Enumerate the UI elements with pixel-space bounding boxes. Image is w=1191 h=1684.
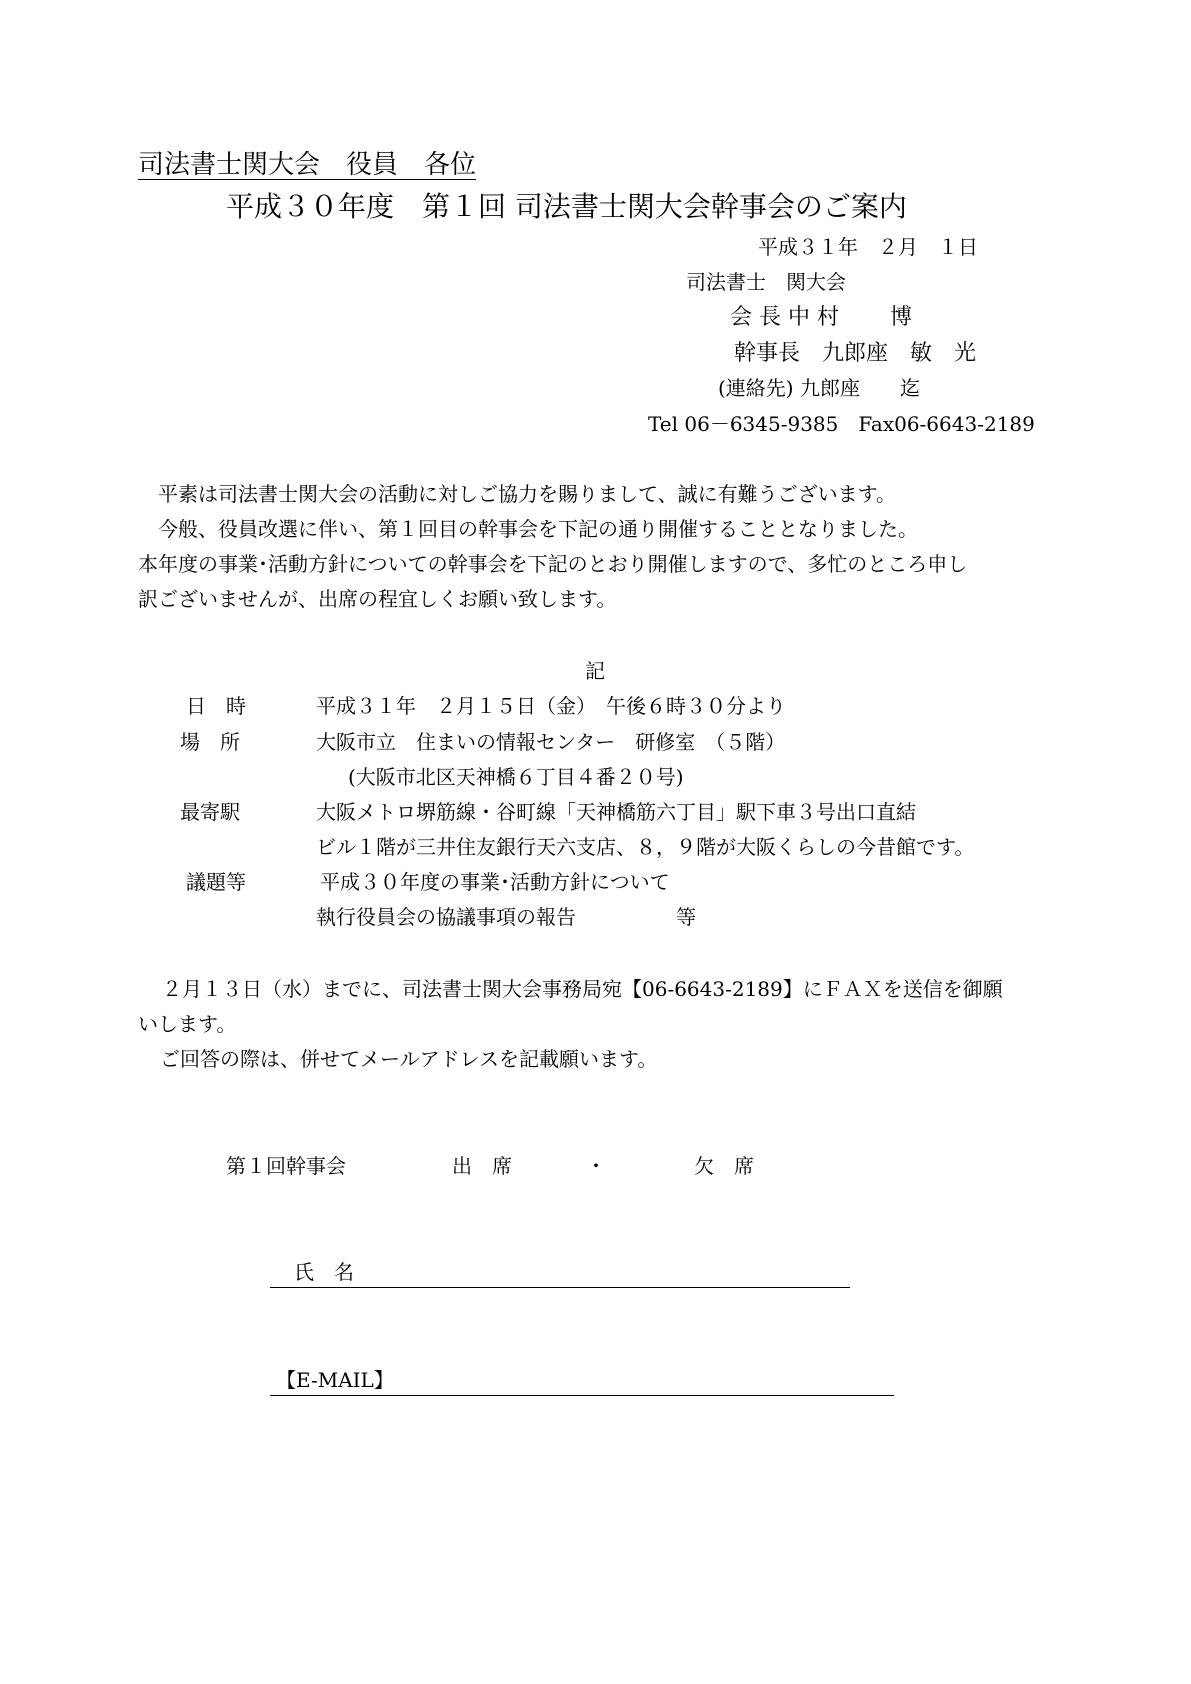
attend-option[interactable]: 出 席	[452, 1154, 512, 1178]
ki-heading: 記	[585, 659, 605, 683]
agenda-item-2: 執行役員会の協議事項の報告 等	[316, 905, 696, 929]
addressee: 司法書士関大会 役員 各位	[138, 150, 477, 180]
reply-line-3: ご回答の際は、併せてメールアドレスを記載願います。	[160, 1047, 658, 1071]
issue-date: 平成３１年 ２月 １日	[758, 235, 978, 259]
president-name: 会 長 中 村 博	[730, 305, 912, 330]
agenda-item-1: 平成３０年度の事業･活動方針について	[320, 870, 670, 894]
place-label: 場 所	[180, 730, 240, 754]
station-value: 大阪メトロ堺筋線・谷町線「天神橋筋六丁目」駅下車３号出口直結	[316, 800, 916, 824]
station-note: ビル１階が三井住友銀行天六支店、８，９階が大阪くらしの今昔館です。	[316, 835, 975, 859]
phone-fax: Tel 06－6345-9385 Fax06-6643-2189	[648, 412, 1035, 436]
option-separator: ・	[586, 1154, 606, 1178]
place-address: (大阪市北区天神橋６丁目４番２０号)	[348, 765, 684, 789]
intro-line-4: 訳ございませんが、出席の程宜しくお願い致します。	[138, 587, 617, 611]
organization-name: 司法書士 関大会	[686, 270, 846, 294]
document-title: 平成３０年度 第１回 司法書士関大会幹事会のご案内	[226, 190, 907, 223]
datetime-label: 日 時	[186, 694, 246, 718]
secretary-name: 幹事長 九郎座 敏 光	[734, 341, 977, 366]
intro-line-2: 今般、役員改選に伴い、第１回目の幹事会を下記の通り開催することとなりました。	[158, 517, 918, 541]
name-entry-line[interactable]	[270, 1287, 850, 1288]
reply-line-2: いします。	[138, 1012, 237, 1036]
name-label: 氏 名	[294, 1260, 354, 1284]
datetime-value: 平成３１年 ２月１５日（金） 午後６時３０分より	[316, 694, 786, 718]
intro-line-3: 本年度の事業･活動方針についての幹事会を下記のとおり開催しますので、多忙のところ申し	[138, 552, 968, 576]
agenda-label: 議題等	[186, 870, 246, 894]
intro-line-1: 平素は司法書士関大会の活動に対しご協力を賜りまして、誠に有難うございます。	[158, 482, 896, 506]
meeting-label: 第１回幹事会	[226, 1154, 346, 1178]
reply-line-1: ２月１３日（水）までに、司法書士関大会事務局宛【06-6643-2189】にＦＡＸを送信を御願	[162, 977, 1003, 1001]
contact-person: (連絡先) 九郎座 迄	[718, 376, 920, 400]
place-value: 大阪市立 住まいの情報センター 研修室 （５階）	[316, 730, 786, 754]
email-entry-line[interactable]	[270, 1395, 894, 1396]
email-label: 【E-MAIL】	[276, 1368, 394, 1392]
station-label: 最寄駅	[180, 800, 240, 824]
absent-option[interactable]: 欠 席	[694, 1154, 754, 1178]
